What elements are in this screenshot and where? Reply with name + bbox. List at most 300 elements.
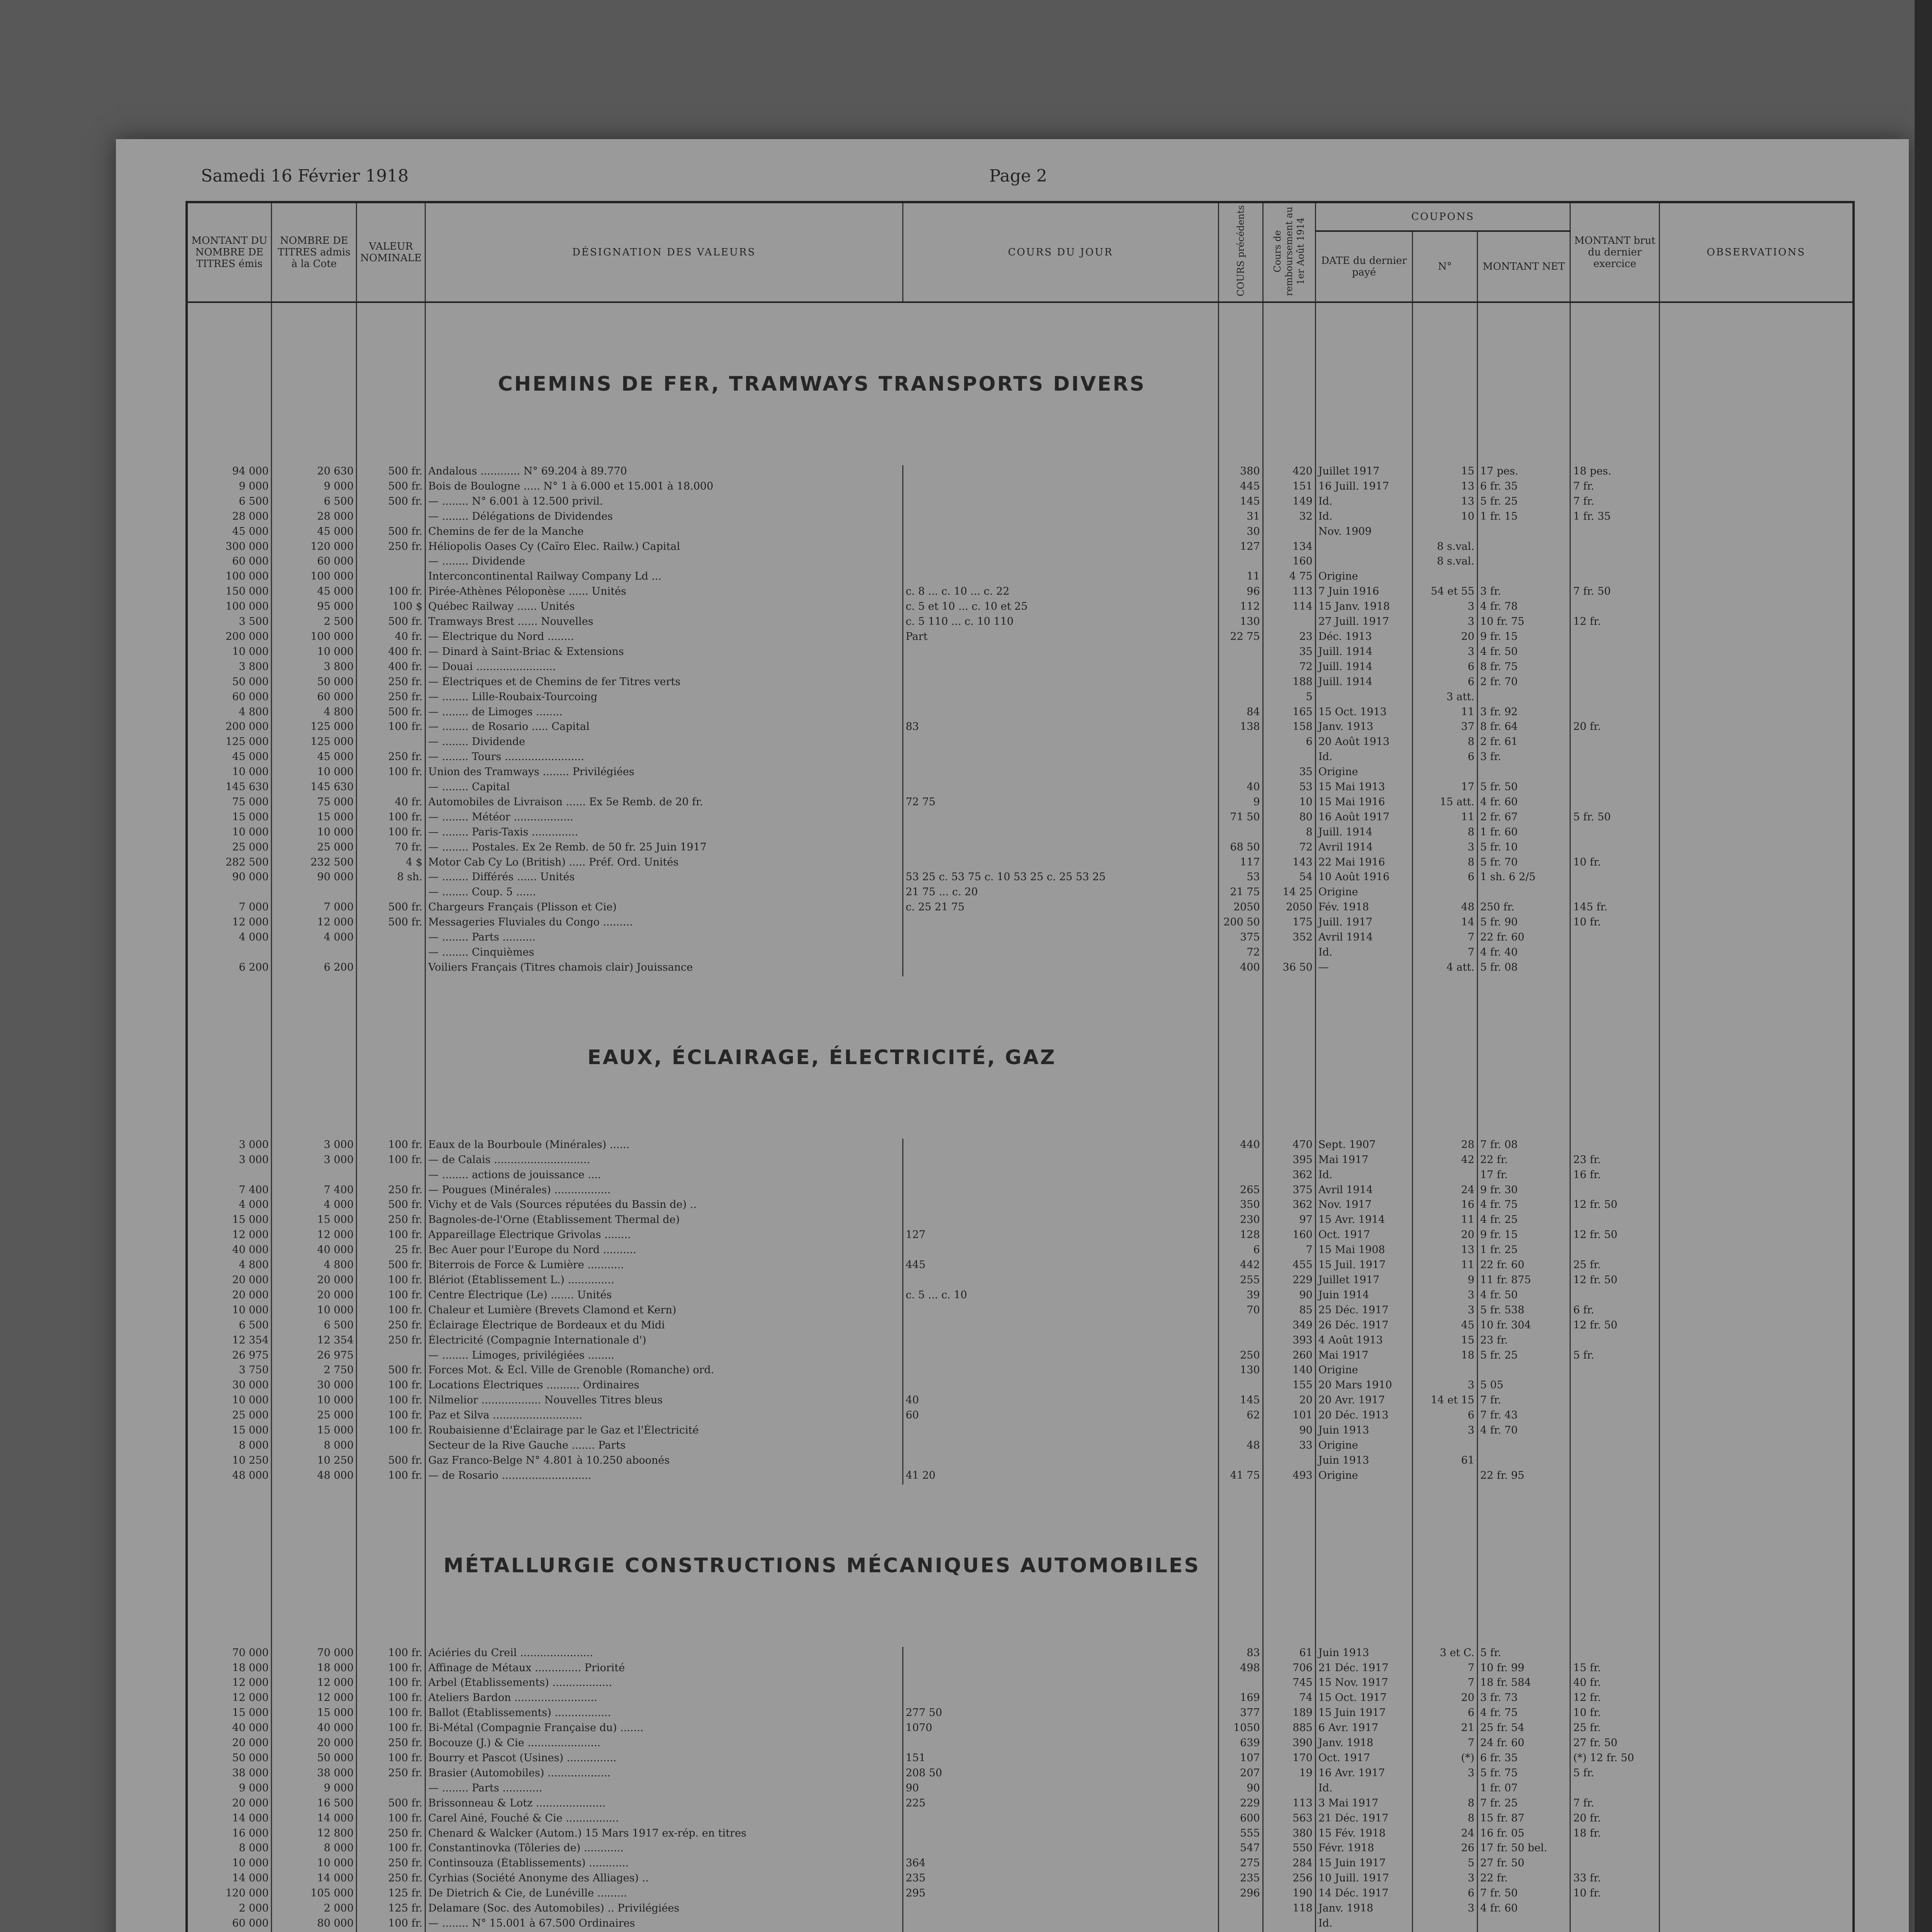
cell-cours-jour: 295 xyxy=(903,1887,1218,1902)
cell-montant-brut xyxy=(1570,631,1659,646)
cell-coupon-no: 26 xyxy=(1413,1842,1478,1857)
cell-nombre: 30 000 xyxy=(272,1379,357,1394)
cell-coupon-net: 1 fr. 25 xyxy=(1477,1244,1570,1259)
cell-cours-prec: 442 xyxy=(1218,1259,1263,1274)
cell-cours-jour xyxy=(903,1169,1218,1184)
cell-coupon-net: 2 fr. 70 xyxy=(1477,676,1570,691)
table-row xyxy=(187,1289,1854,1304)
cell-montant: 14 000 xyxy=(187,1872,272,1887)
table-row xyxy=(187,1364,1854,1379)
cell-cours-remb: 395 xyxy=(1263,1154,1315,1169)
cell-cours-prec: 235 xyxy=(1218,1872,1263,1887)
cell-montant: 70 000 xyxy=(187,1647,272,1662)
cell-cours-remb: 362 xyxy=(1263,1169,1315,1184)
cell-cours-remb: 6 xyxy=(1263,736,1315,751)
cell-coupon-date: Origine xyxy=(1315,886,1412,901)
cell-coupon-net: 22 fr. 95 xyxy=(1477,1469,1570,1485)
cell-cours-jour xyxy=(903,1244,1218,1259)
cell-cours-jour: 83 xyxy=(903,721,1218,736)
cell-coupon-date: 15 Janv. 1918 xyxy=(1315,600,1412,616)
cell-cours-prec: 377 xyxy=(1218,1707,1263,1722)
cell-montant-brut: 10 fr. xyxy=(1570,916,1659,931)
cell-coupon-date: Juill. 1914 xyxy=(1315,646,1412,661)
cell-coupon-no: 6 xyxy=(1413,1409,1478,1424)
table-row xyxy=(187,1379,1854,1394)
cell-cours-remb: 90 xyxy=(1263,1289,1315,1304)
table-row xyxy=(187,570,1854,585)
cell-coupon-no xyxy=(1413,886,1478,901)
col-montant-brut: MONTANT brut du dernier exercice xyxy=(1570,202,1659,302)
cell-coupon-no: 7 xyxy=(1413,946,1478,961)
table-row xyxy=(187,781,1854,796)
cell-coupon-date: Juill. 1914 xyxy=(1315,826,1412,841)
cell-designation: Union des Tramways ........ Privilégiées xyxy=(425,766,903,781)
cell-montant: 60 000 xyxy=(187,1917,272,1932)
cell-montant: 20 000 xyxy=(187,1289,272,1304)
cell-montant: 3 000 xyxy=(187,1154,272,1169)
cell-designation: Chenard & Walcker (Autom.) 15 Mars 1917 ex-rép. en titres xyxy=(425,1827,903,1842)
cell-coupon-no: 3 xyxy=(1413,1872,1478,1887)
cell-cours-remb: 493 xyxy=(1263,1469,1315,1485)
table-row xyxy=(187,1707,1854,1722)
cell-cours-remb: 420 xyxy=(1263,465,1315,480)
cell-montant: 38 000 xyxy=(187,1767,272,1782)
cell-montant: 300 000 xyxy=(187,541,272,556)
cell-coupon-date: Origine xyxy=(1315,1469,1412,1485)
cell-cours-prec xyxy=(1218,555,1263,570)
cell-cours-remb xyxy=(1263,1454,1315,1469)
table-row xyxy=(187,1692,1854,1707)
cell-coupon-no: 20 xyxy=(1413,1229,1478,1244)
table-row xyxy=(187,1244,1854,1259)
cell-valeur: 100 fr. xyxy=(357,1647,425,1662)
cell-montant-brut: 7 fr. 50 xyxy=(1570,585,1659,600)
cell-valeur: 250 fr. xyxy=(357,1184,425,1199)
cell-montant-brut xyxy=(1570,1454,1659,1469)
cell-cours-jour xyxy=(903,570,1218,585)
cell-nombre: 45 000 xyxy=(272,585,357,600)
table-row xyxy=(187,871,1854,886)
cell-coupon-no: 24 xyxy=(1413,1184,1478,1199)
cell-montant-brut: 12 fr. 50 xyxy=(1570,1274,1659,1289)
cell-designation: Chargeurs Français (Plisson et Cie) xyxy=(425,901,903,916)
cell-coupon-net: 4 fr. 75 xyxy=(1477,1199,1570,1214)
cell-coupon-net xyxy=(1477,766,1570,781)
cell-valeur: 100 fr. xyxy=(357,1394,425,1409)
cell-valeur: 500 fr. xyxy=(357,1797,425,1812)
cell-coupon-no: 11 xyxy=(1413,1259,1478,1274)
table-row xyxy=(187,631,1854,646)
table-row xyxy=(187,1334,1854,1349)
cell-valeur: 250 fr. xyxy=(357,1857,425,1872)
cell-coupon-no xyxy=(1413,1169,1478,1184)
cell-valeur: 100 fr. xyxy=(357,811,425,826)
cell-coupon-net xyxy=(1477,555,1570,570)
cell-designation: — ........ N° 15.001 à 67.500 Ordinaires xyxy=(425,1917,903,1932)
cell-cours-prec xyxy=(1218,1917,1263,1932)
cell-designation: Affinage de Métaux .............. Priorité xyxy=(425,1662,903,1677)
cell-nombre: 70 000 xyxy=(272,1647,357,1662)
cell-coupon-no: 15 xyxy=(1413,1334,1478,1349)
cell-montant: 4 800 xyxy=(187,1259,272,1274)
cell-cours-jour xyxy=(903,961,1218,976)
cell-coupon-date: Id. xyxy=(1315,510,1412,526)
cell-cours-prec xyxy=(1218,736,1263,751)
cell-coupon-date: 4 Août 1913 xyxy=(1315,1334,1412,1349)
cell-valeur: 500 fr. xyxy=(357,1199,425,1214)
cell-coupon-net: 3 fr. 92 xyxy=(1477,706,1570,721)
table-row xyxy=(187,1229,1854,1244)
cell-coupon-date: Janv. 1913 xyxy=(1315,721,1412,736)
cell-coupon-net: 22 fr. 60 xyxy=(1477,931,1570,946)
cell-coupon-no: 20 xyxy=(1413,631,1478,646)
cell-designation: De Dietrich & Cie, de Lunéville ......... xyxy=(425,1887,903,1902)
cell-nombre: 75 000 xyxy=(272,796,357,811)
cell-valeur: 500 fr. xyxy=(357,1364,425,1379)
cell-cours-jour xyxy=(903,1139,1218,1154)
cell-valeur: 100 fr. xyxy=(357,1274,425,1289)
cell-designation: Québec Railway ...... Unités xyxy=(425,600,903,616)
cell-coupon-net: 250 fr. xyxy=(1477,901,1570,916)
table-row xyxy=(187,1782,1854,1797)
cell-coupon-date: 21 Déc. 1917 xyxy=(1315,1812,1412,1827)
cell-valeur: 400 fr. xyxy=(357,661,425,676)
cell-coupon-no: 8 s.val. xyxy=(1413,541,1478,556)
cell-designation: — ........ Lille-Roubaix-Tourcoing xyxy=(425,691,903,706)
cell-coupon-net: 7 fr. 25 xyxy=(1477,1797,1570,1812)
cell-montant: 10 000 xyxy=(187,766,272,781)
table-row xyxy=(187,1469,1854,1485)
cell-coupon-date: Id. xyxy=(1315,495,1412,510)
cell-designation: Secteur de la Rive Gauche ....... Parts xyxy=(425,1439,903,1454)
cell-montant-brut: 18 pes. xyxy=(1570,465,1659,480)
cell-nombre: 14 000 xyxy=(272,1812,357,1827)
cell-montant: 7 400 xyxy=(187,1184,272,1199)
cell-coupon-net xyxy=(1477,886,1570,901)
cell-coupon-net: 2 fr. 61 xyxy=(1477,736,1570,751)
cell-cours-prec: 9 xyxy=(1218,796,1263,811)
cell-cours-jour xyxy=(903,1812,1218,1827)
cell-montant: 3 500 xyxy=(187,616,272,631)
cell-montant-brut xyxy=(1570,1334,1659,1349)
cell-cours-prec: 1050 xyxy=(1218,1722,1263,1737)
cell-cours-jour: c. 5 110 ... c. 10 110 xyxy=(903,616,1218,631)
cell-cours-prec: 40 xyxy=(1218,781,1263,796)
cell-cours-prec: 2050 xyxy=(1218,901,1263,916)
table-row xyxy=(187,1737,1854,1752)
cell-montant-brut xyxy=(1570,946,1659,961)
col-cours-du-jour: COURS DU JOUR xyxy=(903,202,1218,302)
cell-coupon-no: 3 xyxy=(1413,1767,1478,1782)
cell-coupon-date: 14 Déc. 1917 xyxy=(1315,1887,1412,1902)
cell-nombre: 40 000 xyxy=(272,1722,357,1737)
cell-cours-remb xyxy=(1263,1782,1315,1797)
cell-montant-brut xyxy=(1570,646,1659,661)
cell-montant: 45 000 xyxy=(187,526,272,541)
cell-cours-remb: 10 xyxy=(1263,796,1315,811)
cell-nombre: 20 000 xyxy=(272,1737,357,1752)
cell-cours-remb: 170 xyxy=(1263,1752,1315,1767)
cell-designation: Chaleur et Lumière (Brevets Clamond et Kern) xyxy=(425,1304,903,1319)
cell-coupon-date: 27 Juill. 1917 xyxy=(1315,616,1412,631)
cell-montant: 6 500 xyxy=(187,495,272,510)
cell-cours-prec xyxy=(1218,1424,1263,1439)
cell-cours-jour xyxy=(903,931,1218,946)
cell-cours-remb: 35 xyxy=(1263,766,1315,781)
cell-montant: 40 000 xyxy=(187,1244,272,1259)
cell-coupon-no: 16 xyxy=(1413,1199,1478,1214)
cell-valeur: 500 fr. xyxy=(357,465,425,480)
cell-cours-remb: 160 xyxy=(1263,1229,1315,1244)
cell-cours-prec xyxy=(1218,766,1263,781)
cell-montant-brut xyxy=(1570,1902,1659,1917)
cell-coupon-net: 11 fr. 875 xyxy=(1477,1274,1570,1289)
cell-coupon-net: 18 fr. 584 xyxy=(1477,1677,1570,1692)
cell-cours-remb: 113 xyxy=(1263,1797,1315,1812)
cell-cours-remb: 4 75 xyxy=(1263,570,1315,585)
cell-cours-prec: 84 xyxy=(1218,706,1263,721)
cell-valeur: 250 fr. xyxy=(357,1827,425,1842)
cell-cours-prec: 11 xyxy=(1218,570,1263,585)
cell-cours-jour xyxy=(903,1827,1218,1842)
cell-nombre: 80 000 xyxy=(272,1917,357,1932)
cell-coupon-no: 14 et 15 xyxy=(1413,1394,1478,1409)
cell-cours-remb: 393 xyxy=(1263,1334,1315,1349)
cell-montant-brut xyxy=(1570,1439,1659,1454)
cell-montant-brut xyxy=(1570,1782,1659,1797)
cell-coupon-no: 8 xyxy=(1413,826,1478,841)
cell-cours-jour xyxy=(903,916,1218,931)
table-row xyxy=(187,901,1854,916)
cell-cours-prec: 21 75 xyxy=(1218,886,1263,901)
table-row xyxy=(187,465,1854,480)
cell-cours-prec: 31 xyxy=(1218,510,1263,526)
cell-coupon-date: 26 Déc. 1917 xyxy=(1315,1319,1412,1334)
cell-coupon-net: 25 fr. 54 xyxy=(1477,1722,1570,1737)
table-row xyxy=(187,1752,1854,1767)
cell-designation: Chemins de fer de la Manche xyxy=(425,526,903,541)
cell-cours-prec: 62 xyxy=(1218,1409,1263,1424)
cell-coupon-net: 6 fr. 35 xyxy=(1477,1752,1570,1767)
cell-coupon-net: 5 fr. xyxy=(1477,1647,1570,1662)
cell-nombre: 16 500 xyxy=(272,1797,357,1812)
cell-montant: 40 000 xyxy=(187,1722,272,1737)
cell-cours-jour: 225 xyxy=(903,1797,1218,1812)
cell-coupon-no: 3 xyxy=(1413,1424,1478,1439)
cell-montant: 3 800 xyxy=(187,661,272,676)
cell-coupon-net: 10 fr. 75 xyxy=(1477,616,1570,631)
col-nombre-titres: NOMBRE DE TITRES admis à la Cote xyxy=(272,202,357,302)
cell-coupon-date: Juill. 1914 xyxy=(1315,661,1412,676)
cell-cours-jour: 151 xyxy=(903,1752,1218,1767)
cell-montant: 4 000 xyxy=(187,931,272,946)
cell-cours-prec: 229 xyxy=(1218,1797,1263,1812)
cell-cours-jour: 277 50 xyxy=(903,1707,1218,1722)
col-designation: DÉSIGNATION DES VALEURS xyxy=(425,202,903,302)
cell-cours-prec: 128 xyxy=(1218,1229,1263,1244)
cell-cours-remb: 36 50 xyxy=(1263,961,1315,976)
cell-coupon-no: 8 xyxy=(1413,1812,1478,1827)
cell-coupon-net: 5 fr. 538 xyxy=(1477,1304,1570,1319)
cell-coupon-date: Janv. 1918 xyxy=(1315,1902,1412,1917)
cell-coupon-date: Mai 1917 xyxy=(1315,1349,1412,1364)
cell-montant: 50 000 xyxy=(187,1752,272,1767)
cell-coupon-date: 21 Déc. 1917 xyxy=(1315,1662,1412,1677)
cell-cours-jour xyxy=(903,1304,1218,1319)
cell-montant: 94 000 xyxy=(187,465,272,480)
cell-coupon-date: 15 Fév. 1918 xyxy=(1315,1827,1412,1842)
cell-coupon-net: 3 fr. 73 xyxy=(1477,1692,1570,1707)
cell-montant: 200 000 xyxy=(187,721,272,736)
cell-coupon-net: 4 fr. 50 xyxy=(1477,1289,1570,1304)
cell-nombre: 6 500 xyxy=(272,1319,357,1334)
cell-valeur xyxy=(357,570,425,585)
cell-cours-prec: 600 xyxy=(1218,1812,1263,1827)
cell-coupon-date: 7 Juin 1916 xyxy=(1315,585,1412,600)
cell-montant: 8 000 xyxy=(187,1439,272,1454)
cell-coupon-date: 15 Juin 1917 xyxy=(1315,1857,1412,1872)
cell-coupon-net: 16 fr. 05 xyxy=(1477,1827,1570,1842)
cell-cours-prec: 72 xyxy=(1218,946,1263,961)
cell-designation: Locations Électriques .......... Ordinaires xyxy=(425,1379,903,1394)
cell-valeur: 500 fr. xyxy=(357,480,425,495)
cell-coupon-date: Origine xyxy=(1315,1364,1412,1379)
page-number: Page 2 xyxy=(989,166,1048,186)
cell-coupon-no: 8 xyxy=(1413,856,1478,871)
table-row xyxy=(187,1722,1854,1737)
cell-montant: 10 000 xyxy=(187,826,272,841)
cell-valeur: 100 fr. xyxy=(357,1842,425,1857)
cell-montant-brut xyxy=(1570,736,1659,751)
cell-designation: Messageries Fluviales du Congo ......... xyxy=(425,916,903,931)
cell-montant: 28 000 xyxy=(187,510,272,526)
cell-montant: 60 000 xyxy=(187,555,272,570)
cell-cours-prec: 48 xyxy=(1218,1439,1263,1454)
cell-cours-remb: 149 xyxy=(1263,495,1315,510)
cell-coupon-no: 13 xyxy=(1413,495,1478,510)
cell-valeur xyxy=(357,1169,425,1184)
cell-cours-jour xyxy=(903,946,1218,961)
table-row xyxy=(187,691,1854,706)
cell-valeur: 100 fr. xyxy=(357,1692,425,1707)
cell-coupon-no xyxy=(1413,526,1478,541)
cell-valeur: 100 fr. xyxy=(357,1752,425,1767)
cell-cours-jour: c. 8 ... c. 10 ... c. 22 xyxy=(903,585,1218,600)
cell-cours-prec xyxy=(1218,826,1263,841)
cell-coupon-no: 42 xyxy=(1413,1154,1478,1169)
table-row xyxy=(187,1319,1854,1334)
cell-montant: 8 000 xyxy=(187,1842,272,1857)
cell-cours-remb: 563 xyxy=(1263,1812,1315,1827)
cell-coupon-net: 10 fr. 99 xyxy=(1477,1662,1570,1677)
quotation-table xyxy=(185,201,1855,1932)
cell-cours-jour xyxy=(903,856,1218,871)
cell-montant-brut xyxy=(1570,766,1659,781)
cell-cours-remb: 745 xyxy=(1263,1677,1315,1692)
cell-coupon-net: 5 fr. 25 xyxy=(1477,495,1570,510)
cell-coupon-net: 9 fr. 15 xyxy=(1477,631,1570,646)
cell-cours-prec: 275 xyxy=(1218,1857,1263,1872)
cell-cours-jour xyxy=(903,1424,1218,1439)
cell-montant-brut xyxy=(1570,1364,1659,1379)
table-row xyxy=(187,1424,1854,1439)
cell-montant-brut: 7 fr. xyxy=(1570,480,1659,495)
cell-designation: Bois de Boulogne ..... N° 1 à 6.000 et 15.001 à 18.000 xyxy=(425,480,903,495)
cell-montant: 90 000 xyxy=(187,871,272,886)
cell-cours-remb: 2050 xyxy=(1263,901,1315,916)
cell-cours-jour xyxy=(903,781,1218,796)
cell-designation: — ........ Différés ...... Unités xyxy=(425,871,903,886)
cell-cours-prec: 547 xyxy=(1218,1842,1263,1857)
cell-cours-remb: 229 xyxy=(1263,1274,1315,1289)
cell-montant-brut: 12 fr. xyxy=(1570,616,1659,631)
cell-valeur: 250 fr. xyxy=(357,541,425,556)
cell-cours-jour xyxy=(903,465,1218,480)
table-row xyxy=(187,1394,1854,1409)
cell-designation: — Électrique du Nord ........ xyxy=(425,631,903,646)
cell-coupon-date: Juin 1913 xyxy=(1315,1454,1412,1469)
cell-cours-prec: 207 xyxy=(1218,1767,1263,1782)
table-row xyxy=(187,766,1854,781)
cell-cours-prec: 230 xyxy=(1218,1214,1263,1229)
cell-cours-remb: 20 xyxy=(1263,1394,1315,1409)
cell-nombre: 105 000 xyxy=(272,1887,357,1902)
cell-montant: 15 000 xyxy=(187,811,272,826)
cell-montant-brut xyxy=(1570,526,1659,541)
table-row xyxy=(187,1677,1854,1692)
cell-cours-remb: 53 xyxy=(1263,781,1315,796)
cell-valeur: 100 fr. xyxy=(357,721,425,736)
cell-cours-remb: 380 xyxy=(1263,1827,1315,1842)
cell-coupon-net: 7 fr. 43 xyxy=(1477,1409,1570,1424)
cell-montant-brut xyxy=(1570,541,1659,556)
cell-montant: 120 000 xyxy=(187,1887,272,1902)
cell-nombre: 120 000 xyxy=(272,541,357,556)
cell-valeur: 100 $ xyxy=(357,600,425,616)
cell-valeur xyxy=(357,931,425,946)
cell-cours-prec xyxy=(1218,1902,1263,1917)
cell-designation: Voiliers Français (Titres chamois clair) Jouissance xyxy=(425,961,903,976)
table-row xyxy=(187,661,1854,676)
cell-nombre: 6 500 xyxy=(272,495,357,510)
cell-coupon-no: 11 xyxy=(1413,811,1478,826)
table-row xyxy=(187,1887,1854,1902)
cell-cours-jour: 235 xyxy=(903,1872,1218,1887)
cell-montant-brut: (*) 12 fr. 50 xyxy=(1570,1752,1659,1767)
cell-coupon-no: 8 xyxy=(1413,736,1478,751)
cell-coupon-date: 15 Juil. 1917 xyxy=(1315,1259,1412,1274)
cell-coupon-no: 20 xyxy=(1413,1692,1478,1707)
cell-coupon-date: 15 Mai 1916 xyxy=(1315,796,1412,811)
cell-valeur xyxy=(357,555,425,570)
cell-montant-brut xyxy=(1570,555,1659,570)
cell-coupon-date: Juillet 1917 xyxy=(1315,465,1412,480)
cell-coupon-no: 28 xyxy=(1413,1139,1478,1154)
cell-montant: 15 000 xyxy=(187,1214,272,1229)
cell-montant-brut xyxy=(1570,1379,1659,1394)
cell-cours-jour xyxy=(903,1364,1218,1379)
cell-nombre: 8 000 xyxy=(272,1842,357,1857)
cell-cours-prec: 265 xyxy=(1218,1184,1263,1199)
cell-cours-jour xyxy=(903,1842,1218,1857)
cell-montant-brut xyxy=(1570,826,1659,841)
cell-cours-prec: 200 50 xyxy=(1218,916,1263,931)
cell-montant: 12 000 xyxy=(187,1677,272,1692)
cell-valeur: 100 fr. xyxy=(357,1154,425,1169)
cell-coupon-no: 3 et C. xyxy=(1413,1647,1478,1662)
cell-valeur: 100 fr. xyxy=(357,1289,425,1304)
cell-nombre: 4 800 xyxy=(272,706,357,721)
